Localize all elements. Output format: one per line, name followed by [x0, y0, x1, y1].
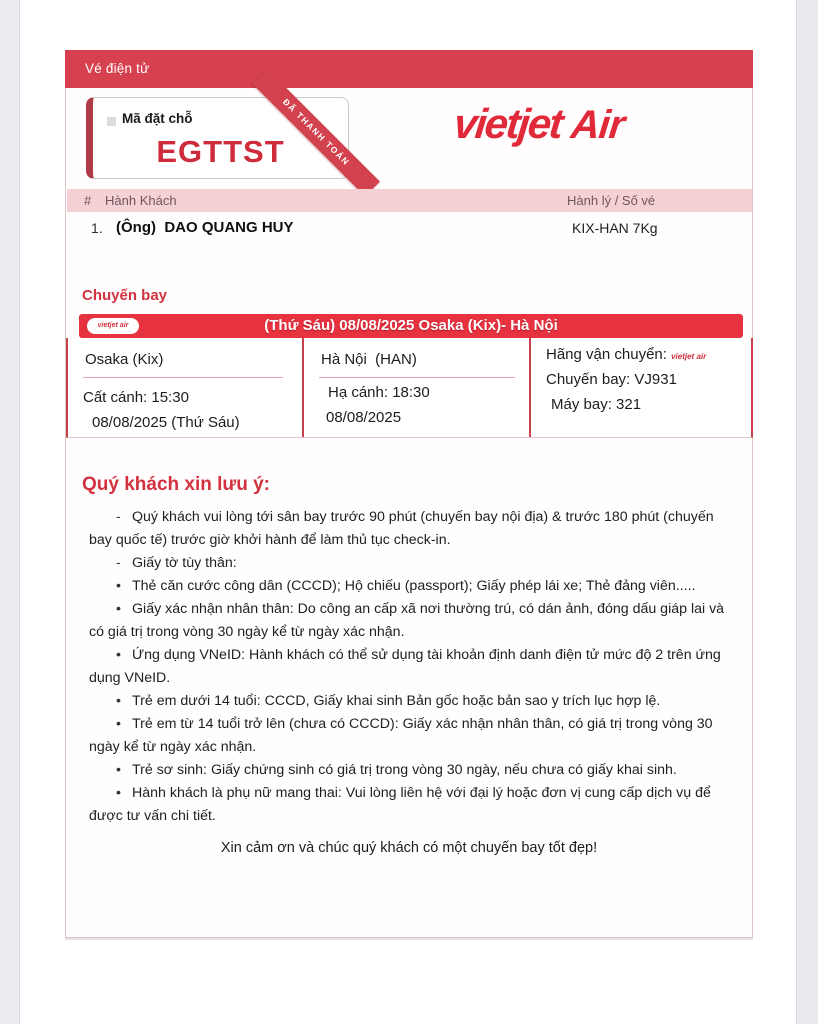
flight-number: Chuyến bay: VJ931 — [546, 371, 677, 388]
paid-ribbon: ĐÃ THANH TOÁN — [252, 69, 380, 197]
departure-time: Cất cánh: 15:30 — [83, 389, 189, 406]
note-item: • Hành khách là phụ nữ mang thai: Vui lòng liên hệ với đại lý hoặc đơn vị cung cấp dịch vụ để được tư vấn chi tiết. — [89, 785, 711, 824]
note-item: • Ứng dụng VNeID: Hành khách có thể sử dụng tài khoản định danh điện tử mức độ 2 trên ứng dụng VNeID. — [89, 647, 721, 686]
flight-route-bar — [79, 314, 743, 338]
closing-message: Xin cảm ơn và chúc quý khách có một chuyến bay tốt đẹp! — [220, 840, 598, 856]
booking-code-card — [86, 96, 352, 179]
note-item: • Giấy xác nhận nhân thân: Do công an cấp xã nơi thường trú, có dán ảnh, đóng dấu giáp lai và có giá trị trong vòng 30 ngày kể từ ngày xác nhận. — [89, 601, 725, 640]
notes-list — [89, 506, 731, 828]
ticket-content-box — [65, 88, 753, 938]
page-edge-left — [0, 0, 20, 1024]
passenger-baggage: KIX-HAN 7Kg — [572, 220, 658, 236]
booking-code-icon — [107, 117, 116, 126]
flight-section-title: Chuyến bay — [82, 287, 168, 304]
note-item: • Trẻ sơ sinh: Giấy chứng sinh có giá trị trong vòng 30 ngày, nếu chưa có giấy khai sinh. — [116, 762, 677, 778]
aircraft-type: Máy bay: 321 — [551, 396, 642, 413]
carrier-cell — [531, 338, 751, 437]
header-index: # — [84, 193, 92, 208]
vietjet-logo-word2: Air — [568, 103, 627, 147]
arrival-date: 08/08/2025 — [326, 409, 402, 426]
arrival-time: Hạ cánh: 18:30 — [328, 384, 430, 401]
arrival-cell — [304, 338, 531, 437]
passenger-row — [67, 216, 752, 240]
header-passenger: Hành Khách — [105, 193, 177, 208]
vietjet-logo-tiny: vietjet air — [671, 352, 707, 361]
arrival-rule — [319, 377, 515, 378]
vietjet-logo-pill: vietjet air — [87, 318, 139, 334]
header-baggage: Hành lý / Số vé — [567, 193, 656, 208]
arrival-city: Hà Nội (HAN) — [321, 351, 417, 368]
departure-date: 08/08/2025 (Thứ Sáu) — [92, 414, 240, 431]
vietjet-logo — [451, 100, 626, 148]
note-item: • Trẻ em từ 14 tuổi trở lên (chưa có CCCD): Giấy xác nhận nhân thân, có giá trị trong vòng 30 ngày kể từ ngày xác nhận. — [89, 716, 713, 755]
flight-details-grid — [66, 338, 753, 438]
departure-city: Osaka (Kix) — [85, 351, 164, 368]
carrier-label: Hãng vận chuyển: — [546, 346, 667, 363]
note-item: - Giấy tờ tùy thân: — [116, 555, 237, 571]
page-edge-right — [796, 0, 818, 1024]
passenger-table-header — [67, 189, 752, 212]
note-item: • Trẻ em dưới 14 tuổi: CCCD, Giấy khai sinh Bản gốc hoặc bản sao y trích lục hợp lệ. — [116, 693, 661, 709]
passenger-index: 1. — [91, 220, 103, 236]
note-item: • Thẻ căn cước công dân (CCCD); Hộ chiếu (passport); Giấy phép lái xe; Thẻ đảng viên..... — [116, 578, 696, 594]
booking-code-label: Mã đặt chỗ — [122, 111, 193, 126]
note-item: - Quý khách vui lòng tới sân bay trước 90 phút (chuyến bay nội địa) & trước 180 phút (chuyến bay quốc tế) trước giờ khởi hành để làm thủ tục check-in. — [89, 509, 714, 548]
vietjet-logo-word1: vietjet — [451, 100, 564, 147]
flight-route-header: (Thứ Sáu) 08/08/2025 Osaka (Kix)- Hà Nội — [264, 317, 558, 334]
eticket-title-bar: Vé điện tử — [65, 50, 753, 88]
departure-cell — [68, 338, 304, 437]
notes-title: Quý khách xin lưu ý: — [82, 474, 270, 495]
passenger-name: (Ông) DAO QUANG HUY — [116, 219, 294, 236]
departure-rule — [83, 377, 283, 378]
booking-code-value: EGTTST — [156, 134, 285, 169]
